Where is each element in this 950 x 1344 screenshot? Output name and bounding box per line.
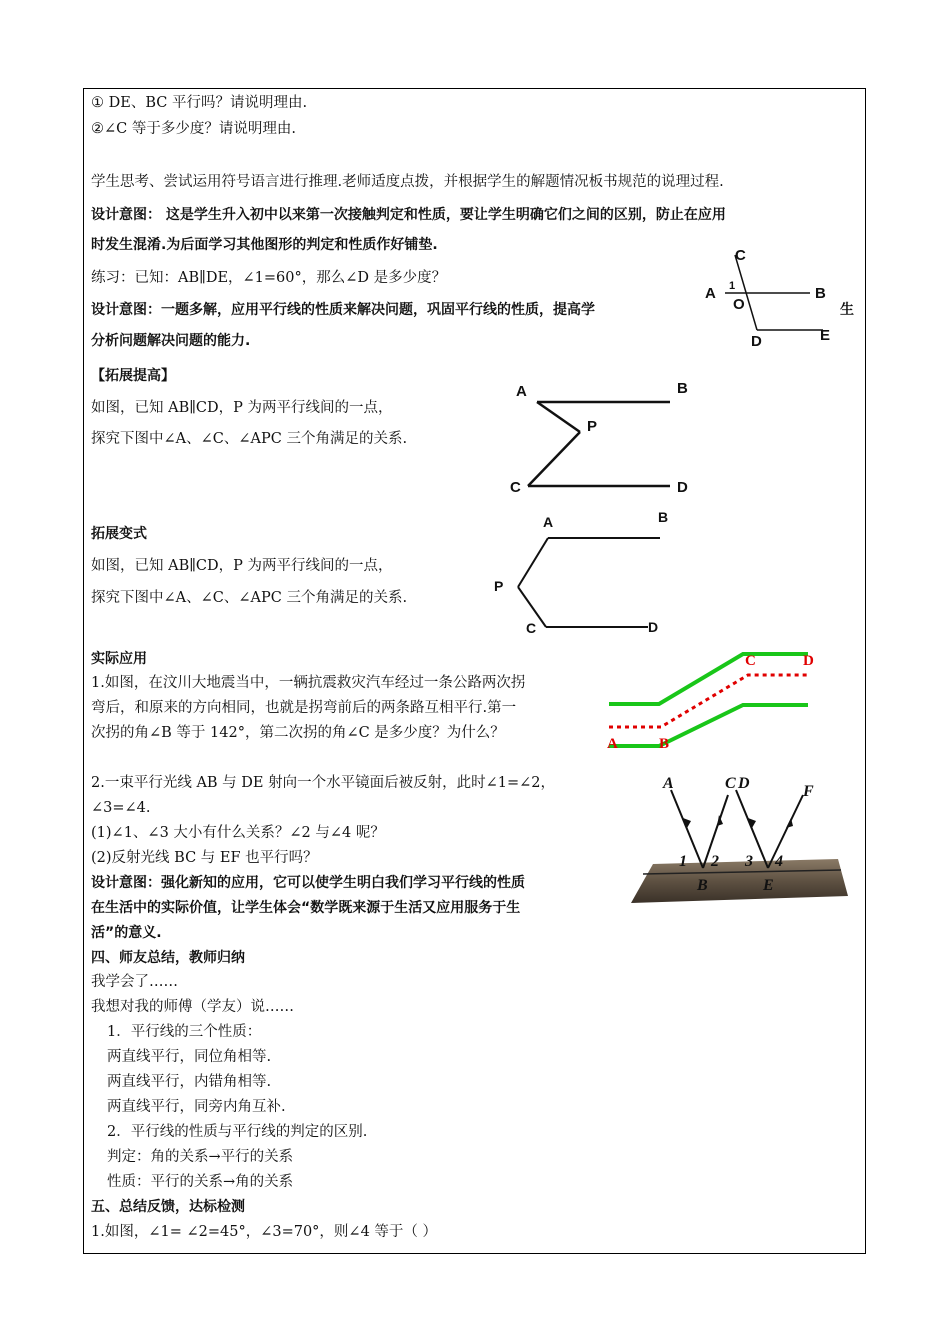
fig5-label-3: 3 [745, 853, 753, 870]
application-2-line2: ∠3=∠4. [91, 800, 151, 816]
design-intent-1-line2: 时发生混淆.为后面学习其他图形的判定和性质作好铺垫. [91, 237, 438, 253]
figure-road [603, 645, 818, 755]
test-question-1: 1.如图，∠1= ∠2=45°，∠3=70°，则∠4 等于（ ） [91, 1224, 438, 1240]
say-to-partner-prompt: 我想对我的师傅（学友）说…… [91, 999, 294, 1015]
fig3-label-P: P [494, 578, 504, 594]
application-2-line1: 2.一束平行光线 AB 与 DE 射向一个水平镜面后被反射，此时∠1=∠2， [91, 775, 556, 791]
extension-text-2: 探究下图中∠A、∠C、∠APC 三个角满足的关系. [91, 431, 408, 447]
fig4-label-C: C [745, 653, 756, 669]
fig5-label-E: E [763, 877, 774, 894]
exercise: 练习：已知：AB∥DE，∠1=60°，那么∠D 是多少度？ [91, 270, 447, 286]
fig5-label-C: C [725, 775, 736, 792]
fig5-label-4: 4 [775, 853, 783, 870]
application-2-q2: (2)反射光线 BC 与 EF 也平行吗？ [91, 850, 318, 866]
fig1-label-A: A [705, 285, 716, 302]
fig3-label-C: C [526, 620, 537, 636]
fig2-label-A: A [516, 383, 527, 400]
figure-mirror-reflection [623, 770, 853, 905]
fig5-label-F: F [803, 783, 814, 800]
fig4-label-A: A [607, 736, 618, 752]
summary-1b: 两直线平行，内错角相等. [107, 1074, 272, 1090]
question-1: ① DE、BC 平行吗？请说明理由. [91, 95, 308, 111]
fig3-label-A: A [543, 514, 554, 530]
fig1-label-E: E [820, 327, 831, 344]
fig5-label-D: D [738, 775, 750, 792]
question-2: ②∠C 等于多少度？请说明理由. [91, 121, 296, 137]
design-intent-2-line2: 分析问题解决问题的能力. [91, 333, 251, 349]
summary-2a: 判定：角的关系→平行的关系 [107, 1149, 294, 1165]
student-thinking: 学生思考、尝试运用符号语言进行推理.老师适度点拨，并根据学生的解题情况板书规范的说理过程. [91, 174, 724, 190]
figure-extension [505, 375, 700, 495]
fig1-label-O: O [733, 296, 745, 313]
fig4-label-D: D [803, 653, 814, 669]
variant-text-2: 探究下图中∠A、∠C、∠APC 三个角满足的关系. [91, 590, 408, 606]
design-intent-3-line3: 活”的意义. [91, 925, 162, 941]
design-intent-2-line1: 设计意图：一题多解，应用平行线的性质来解决问题，巩固平行线的性质，提高学 [91, 302, 595, 318]
fig1-label-1: 1 [729, 280, 736, 292]
learned-prompt: 我学会了…… [91, 974, 178, 990]
application-1-line1: 1.如图，在汶川大地震当中，一辆抗震救灾汽车经过一条公路两次拐 [91, 675, 526, 691]
fig1-label-B: B [815, 285, 826, 302]
extension-title: 【拓展提高】 [91, 368, 175, 384]
fig4-label-B: B [659, 736, 670, 752]
fig5-label-1: 1 [679, 853, 687, 870]
variant-text-1: 如图，已知 AB∥CD，P 为两平行线间的一点， [91, 558, 393, 574]
fig3-label-D: D [648, 619, 659, 635]
application-1-line2: 弯后，和原来的方向相同，也就是拐弯前后的两条路互相平行.第一 [91, 700, 517, 716]
summary-1c: 两直线平行，同旁内角互补. [107, 1099, 286, 1115]
fig3-label-B: B [658, 509, 669, 525]
summary-2b: 性质：平行的关系→角的关系 [107, 1174, 294, 1190]
design-intent-3-line1: 设计意图：强化新知的应用，它可以使学生明白我们学习平行线的性质 [91, 875, 525, 891]
application-1-line3: 次拐的角∠B 等于 142°，第二次拐的角∠C 是多少度？为什么？ [91, 725, 505, 741]
fig2-label-B: B [677, 380, 688, 397]
variant-title: 拓展变式 [91, 526, 147, 542]
design-intent-1-line1: 设计意图： 这是学生升入初中以来第一次接触判定和性质，要让学生明确它们之间的区别，防止在应用 [91, 207, 726, 223]
fig5-label-A: A [663, 775, 674, 792]
fig1-label-D: D [751, 333, 762, 350]
fig1-label-C: C [735, 247, 746, 264]
fig5-label-2: 2 [711, 853, 719, 870]
figure-parallel-transversal [695, 245, 840, 350]
summary-1a: 两直线平行，同位角相等. [107, 1049, 272, 1065]
summary-1: 1．平行线的三个性质： [107, 1024, 262, 1040]
fig2-label-C: C [510, 479, 521, 495]
fig2-label-P: P [587, 418, 598, 435]
extension-text-1: 如图，已知 AB∥CD，P 为两平行线间的一点， [91, 400, 393, 416]
fig5-label-B: B [697, 877, 708, 894]
application-title: 实际应用 [91, 651, 147, 667]
design-intent-3-line2: 在生活中的实际价值，让学生体会“数学既来源于生活又应用服务于生 [91, 900, 521, 916]
summary-2: 2．平行线的性质与平行线的判定的区别. [107, 1124, 368, 1140]
section-5-heading: 五、总结反馈，达标检测 [91, 1199, 245, 1215]
figure-variant [488, 505, 678, 640]
section-4-heading: 四、师友总结，教师归纳 [91, 950, 245, 966]
design-intent-2-tail: 生 [840, 302, 854, 318]
fig2-label-D: D [677, 479, 688, 495]
application-2-q1: (1)∠1、∠3 大小有什么关系？∠2 与∠4 呢？ [91, 825, 385, 841]
